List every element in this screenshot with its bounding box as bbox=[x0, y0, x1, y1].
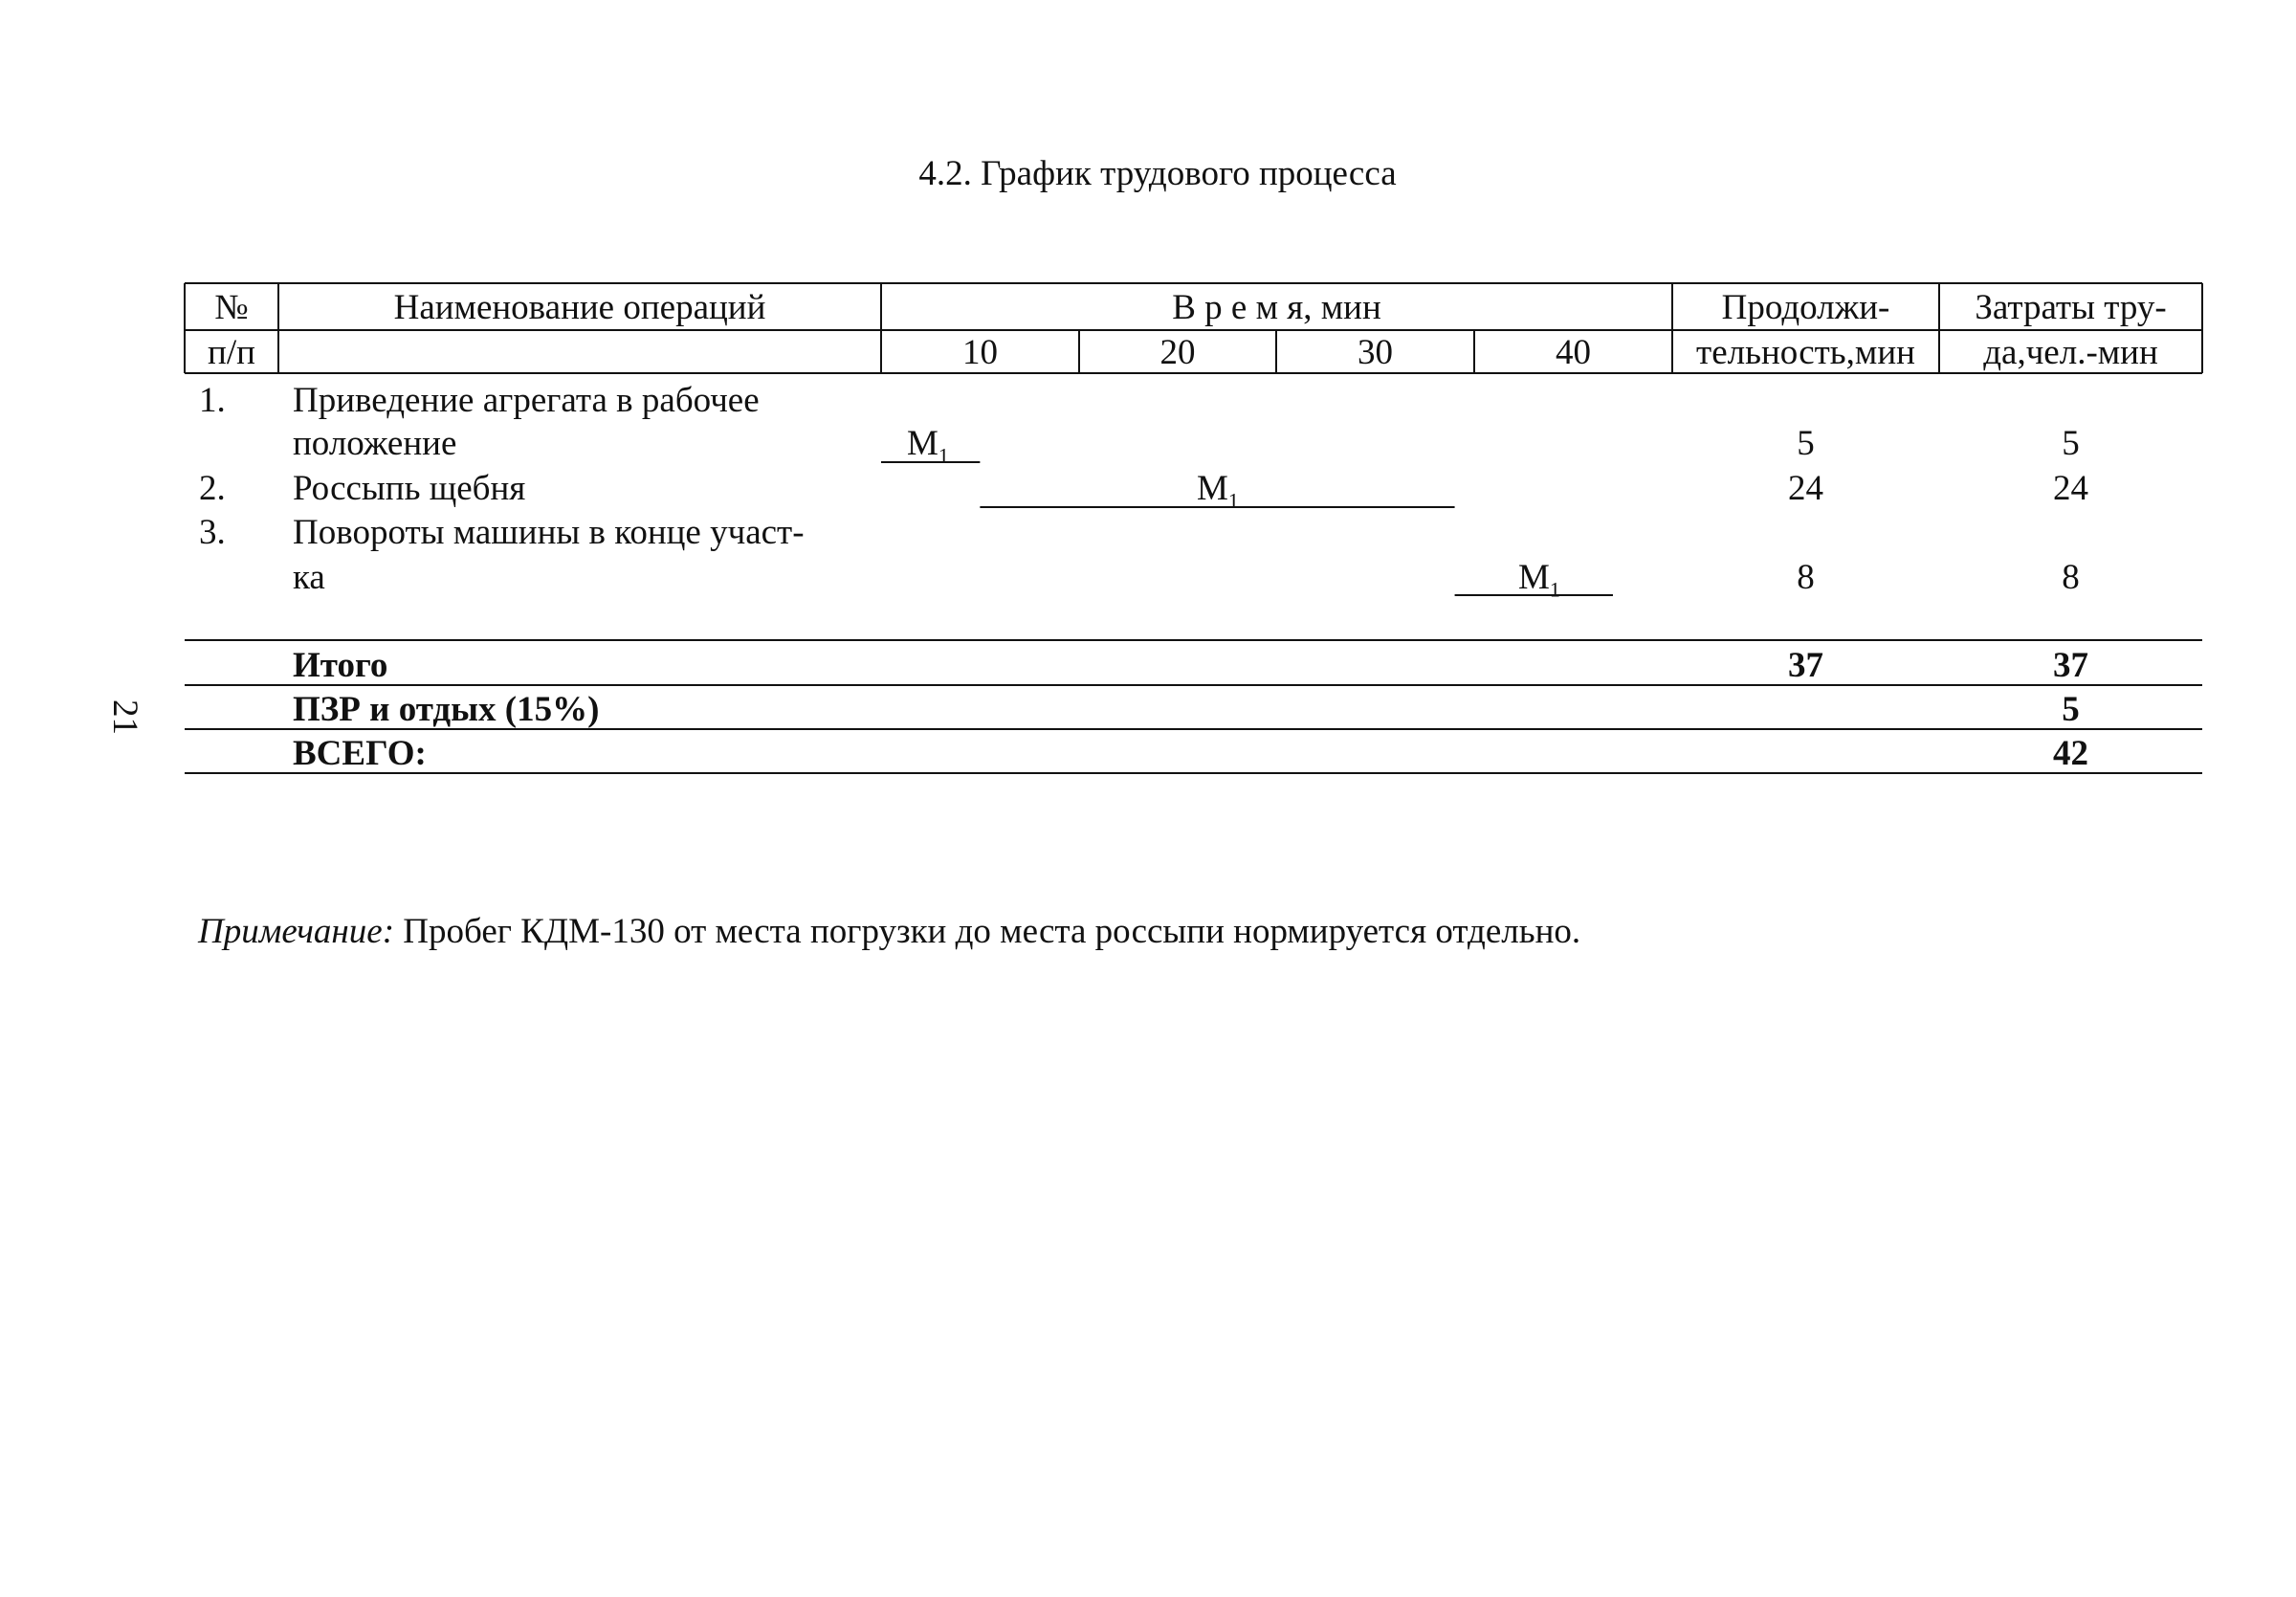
header-time-tick: 40 bbox=[1556, 333, 1591, 372]
operation-name-cont: ка bbox=[293, 558, 325, 597]
footnote-text: Пробег КДМ-130 от места погрузки до места россыпи нормируется отдельно. bbox=[394, 912, 1581, 951]
header-labor-sub: да,чел.-мин bbox=[1983, 333, 2158, 372]
header-time-tick: 20 bbox=[1159, 333, 1196, 372]
gantt-bars bbox=[881, 462, 1613, 595]
operation-name-cont: положение bbox=[293, 424, 457, 463]
header-labor: Затраты тру- bbox=[1975, 288, 2167, 327]
prep-rest-labor: 5 bbox=[2062, 690, 2080, 729]
page-number: 21 bbox=[105, 699, 144, 735]
header-num-sub: п/п bbox=[208, 333, 255, 372]
footnote bbox=[198, 911, 1580, 952]
header-time-tick: 10 bbox=[962, 333, 998, 372]
prep-rest-label: ПЗР и отдых (15%) bbox=[293, 690, 600, 729]
worker-label: $М_1$ bbox=[907, 424, 949, 468]
total-duration: 37 bbox=[1788, 646, 1823, 685]
header-duration: Продолжи- bbox=[1721, 288, 1890, 327]
total-label: Итого bbox=[293, 646, 388, 685]
footnote-label: Примечание: bbox=[198, 912, 395, 951]
duration-value: 8 bbox=[1797, 558, 1815, 597]
operation-name: Приведение агрегата в рабочее bbox=[293, 381, 760, 420]
header-num: № bbox=[214, 288, 249, 327]
header-time-tick: 30 bbox=[1358, 333, 1393, 372]
row-number: 2. bbox=[199, 469, 226, 508]
total-labor: 37 bbox=[2053, 646, 2088, 685]
page-title: 4.2. График трудового процесса bbox=[918, 154, 1397, 193]
row-number: 1. bbox=[199, 381, 226, 420]
worker-label: $М_1$ bbox=[1197, 469, 1239, 513]
operation-name: Россыпь щебня bbox=[293, 469, 526, 508]
operation-name: Повороты машины в конце участ- bbox=[293, 513, 805, 552]
header-duration-sub: тельность,мин bbox=[1696, 333, 1915, 372]
duration-value: 5 bbox=[1797, 424, 1815, 463]
header-time: В р е м я, мин bbox=[1172, 288, 1381, 327]
duration-value: 24 bbox=[1788, 469, 1823, 508]
labor-value: 5 bbox=[2062, 424, 2080, 463]
labor-value: 8 bbox=[2062, 558, 2080, 597]
header-operation-name: Наименование операций bbox=[393, 288, 766, 327]
worker-label: $М_1$ bbox=[1518, 558, 1560, 602]
row-number: 3. bbox=[199, 513, 226, 552]
grand-total-labor: 42 bbox=[2053, 734, 2088, 773]
labor-value: 24 bbox=[2053, 469, 2088, 508]
grand-total-label: ВСЕГО: bbox=[293, 734, 427, 773]
